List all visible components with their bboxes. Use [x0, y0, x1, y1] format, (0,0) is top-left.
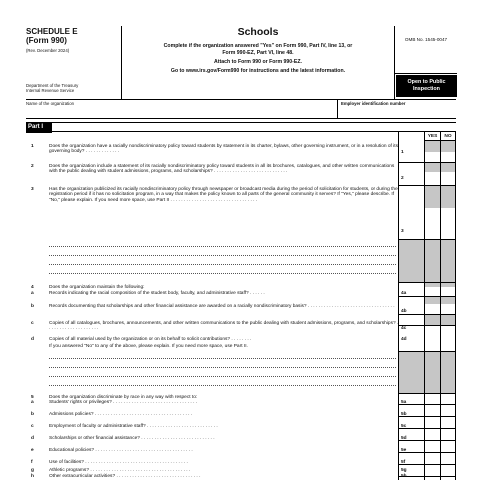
title-block [122, 26, 394, 100]
line-letter: b [31, 304, 34, 309]
answer-write-line[interactable] [49, 385, 396, 386]
no-column-header: NO [440, 132, 456, 141]
form-header [26, 26, 456, 100]
question-text: Copies of all material used by the organization or on its behalf to solicit contributions? . . . . . . . . [49, 337, 252, 342]
line-ref: 1 [401, 150, 404, 155]
part-label: Part I [26, 122, 52, 133]
line-letter: a [31, 400, 34, 405]
answer-write-line[interactable] [49, 255, 396, 256]
organization-name-label: Name of the organization [26, 101, 75, 106]
line-ref: 5d [401, 436, 407, 441]
answer-write-line[interactable] [49, 246, 396, 247]
answer-write-line[interactable] [49, 273, 396, 274]
question-text: Admissions policies? . . . . . . . . . . . . . . . . . . . . . . . . . . . . . . . . . . . . . [49, 412, 193, 417]
instruction-line-1: Complete if the organization answered "Yes" on Form 990, Part IV, line 13, or [163, 43, 353, 49]
question-text: Use of facilities? . . . . . . . . . . . . . . . . . . . . . . . . . . . . . . . . . . . . . . . [49, 460, 188, 465]
line-ref: 5b [401, 412, 407, 417]
schedule-label: SCHEDULE E [26, 27, 78, 36]
line-ref: 4b [401, 309, 407, 314]
line-ref: 4a [401, 291, 407, 296]
answer-write-line[interactable] [49, 264, 396, 265]
line-ref: 4c [401, 326, 407, 331]
line-letter: c [31, 321, 34, 326]
shaded-cell [398, 239, 456, 282]
answer-rule [398, 162, 456, 163]
question-text: Does the organization have a racially nondiscriminatory policy toward students by statement in its charter, bylaws, other governing instrument, or in a resolution of its governing body? . . . . . . . . . . . . . [49, 144, 399, 155]
line-letter: g [31, 468, 34, 473]
line-number: 3 [31, 187, 34, 192]
yes-checkbox-1[interactable] [424, 152, 440, 162]
line-letter: a [31, 291, 34, 296]
line-letter: d [31, 337, 34, 342]
omb-divider [395, 73, 457, 74]
line-ref: 5a [401, 400, 407, 405]
question-text: If you answered "No" to any of the above, please explain. If you need more space, use Part II. [49, 344, 248, 349]
answer-write-line[interactable] [49, 358, 396, 359]
no-checkbox-3[interactable] [440, 208, 456, 239]
line-letter: f [31, 460, 33, 465]
line-ref: 4d [401, 337, 407, 342]
line-ref: 5h [401, 474, 407, 479]
question-text: Does the organization discriminate by race in any way with respect to: [49, 395, 198, 400]
line-letter: d [31, 436, 34, 441]
answer-write-line[interactable] [49, 376, 396, 377]
line-letter: e [31, 448, 34, 453]
line-number: 1 [31, 144, 34, 149]
form-page [26, 26, 456, 480]
line-ref: 5g [401, 468, 407, 473]
yes-checkbox-3[interactable] [424, 208, 440, 239]
answer-rule [398, 239, 456, 240]
omb-block [394, 26, 456, 100]
instruction-line-4: Go to www.irs.gov/Form990 for instructions and the latest information. [170, 68, 346, 74]
line-ref: 5c [401, 424, 407, 429]
line-number: 5 [31, 395, 34, 400]
question-text: Records documenting that scholarships and other financial assistance are awarded on a racially nondiscriminatory basis? . . . . . . . . . . . . . . . . . . . . . . . . . . . . . . . . . [49, 304, 395, 309]
line-ref: 3 [401, 229, 404, 234]
answer-rule [398, 351, 456, 352]
question-text: Students' rights or privileges? . . . . . . . . . . . . . . . . . . . . . . . . . . . . . . . . [49, 400, 198, 405]
line-letter: h [31, 474, 34, 479]
open-to-public-badge [396, 75, 457, 97]
service-label: Internal Revenue Service [26, 88, 75, 93]
no-checkbox-1[interactable] [440, 152, 456, 162]
question-text: Has the organization publicized its racially nondiscriminatory policy through newspaper or broadcast media during the period of solicitation for students, or during the registration period if it has no solicitation program, in a way that makes the policy known to all parts of the general community it serves? If "Yes," please describe. If "No," please explain. If you need more space, use Part II . . . . . . . . . . . . . . . . . . . . . . . . . . . . . . . . . [49, 187, 398, 203]
line-number: 4 [31, 285, 34, 290]
form-number: (Form 990) [26, 36, 67, 45]
question-text: Does the organization maintain the following: [49, 285, 145, 290]
ein-field[interactable] [337, 100, 456, 119]
form-id-block [26, 26, 122, 100]
line-number: 2 [31, 164, 34, 169]
yes-checkbox-2[interactable] [424, 172, 440, 185]
question-text: Scholarships or other financial assistance? . . . . . . . . . . . . . . . . . . . . . . . . . . . . [49, 436, 215, 441]
line-letter: b [31, 412, 34, 417]
answer-rule [398, 185, 456, 186]
answer-write-line[interactable] [49, 367, 396, 368]
answer-rule [398, 393, 456, 394]
answer-rule [398, 282, 456, 283]
line-ref: 2 [401, 176, 404, 181]
organization-name-row [26, 100, 456, 119]
question-text: Does the organization include a statement of its racially nondiscriminatory policy toward students in all its brochures, catalogues, and other written communications with the public dealing with student admissions, programs, and scholarships? . . . . . . . . . . . . . . . . . . . . . . . . . . . . [49, 164, 395, 175]
question-text: Employment of faculty or administrative staff? . . . . . . . . . . . . . . . . . . . . . . . . . . . [49, 424, 218, 429]
question-text: Copies of all catalogues, brochures, announcements, and other written communications to the public dealing with student admissions, programs, and scholarships? . . . . . . . . . . . . . . . . . . . . [49, 321, 399, 332]
question-text: Athletic programs? . . . . . . . . . . . . . . . . . . . . . . . . . . . . . . . . . . . . . . [49, 468, 191, 473]
instruction-line-2: Form 990-EZ, Part VI, line 48. [222, 50, 294, 56]
line-ref: 5e [401, 448, 407, 453]
line-letter: c [31, 424, 34, 429]
agency-block [26, 83, 121, 93]
department-label: Department of the Treasury [26, 83, 79, 88]
omb-number: OMB No. 1545-0047 [404, 37, 448, 42]
question-text: Educational policies? . . . . . . . . . . . . . . . . . . . . . . . . . . . . . . . . . . . . . [49, 448, 193, 453]
line-ref: 5f [401, 460, 406, 465]
instruction-line-3: Attach to Form 990 or Form 990-EZ. [214, 59, 302, 65]
yes-column-header: YES [424, 132, 440, 141]
shaded-cell [398, 351, 456, 393]
form-title: Schools [237, 26, 279, 38]
part-header [26, 122, 456, 132]
question-text: Records indicating the racial composition of the student body, faculty, and administrative staff? . . . . . . [49, 291, 265, 296]
no-checkbox-2[interactable] [440, 172, 456, 185]
ein-label: Employer identification number [341, 101, 406, 106]
open-line-1: Open to Public [407, 79, 446, 85]
question-text: Other extracurricular activities? . . . . . . . . . . . . . . . . . . . . . . . . . . . . . . . . [49, 474, 201, 479]
revision-date: (Rev. December 2024) [26, 48, 70, 53]
open-line-2: Inspection [413, 86, 440, 92]
